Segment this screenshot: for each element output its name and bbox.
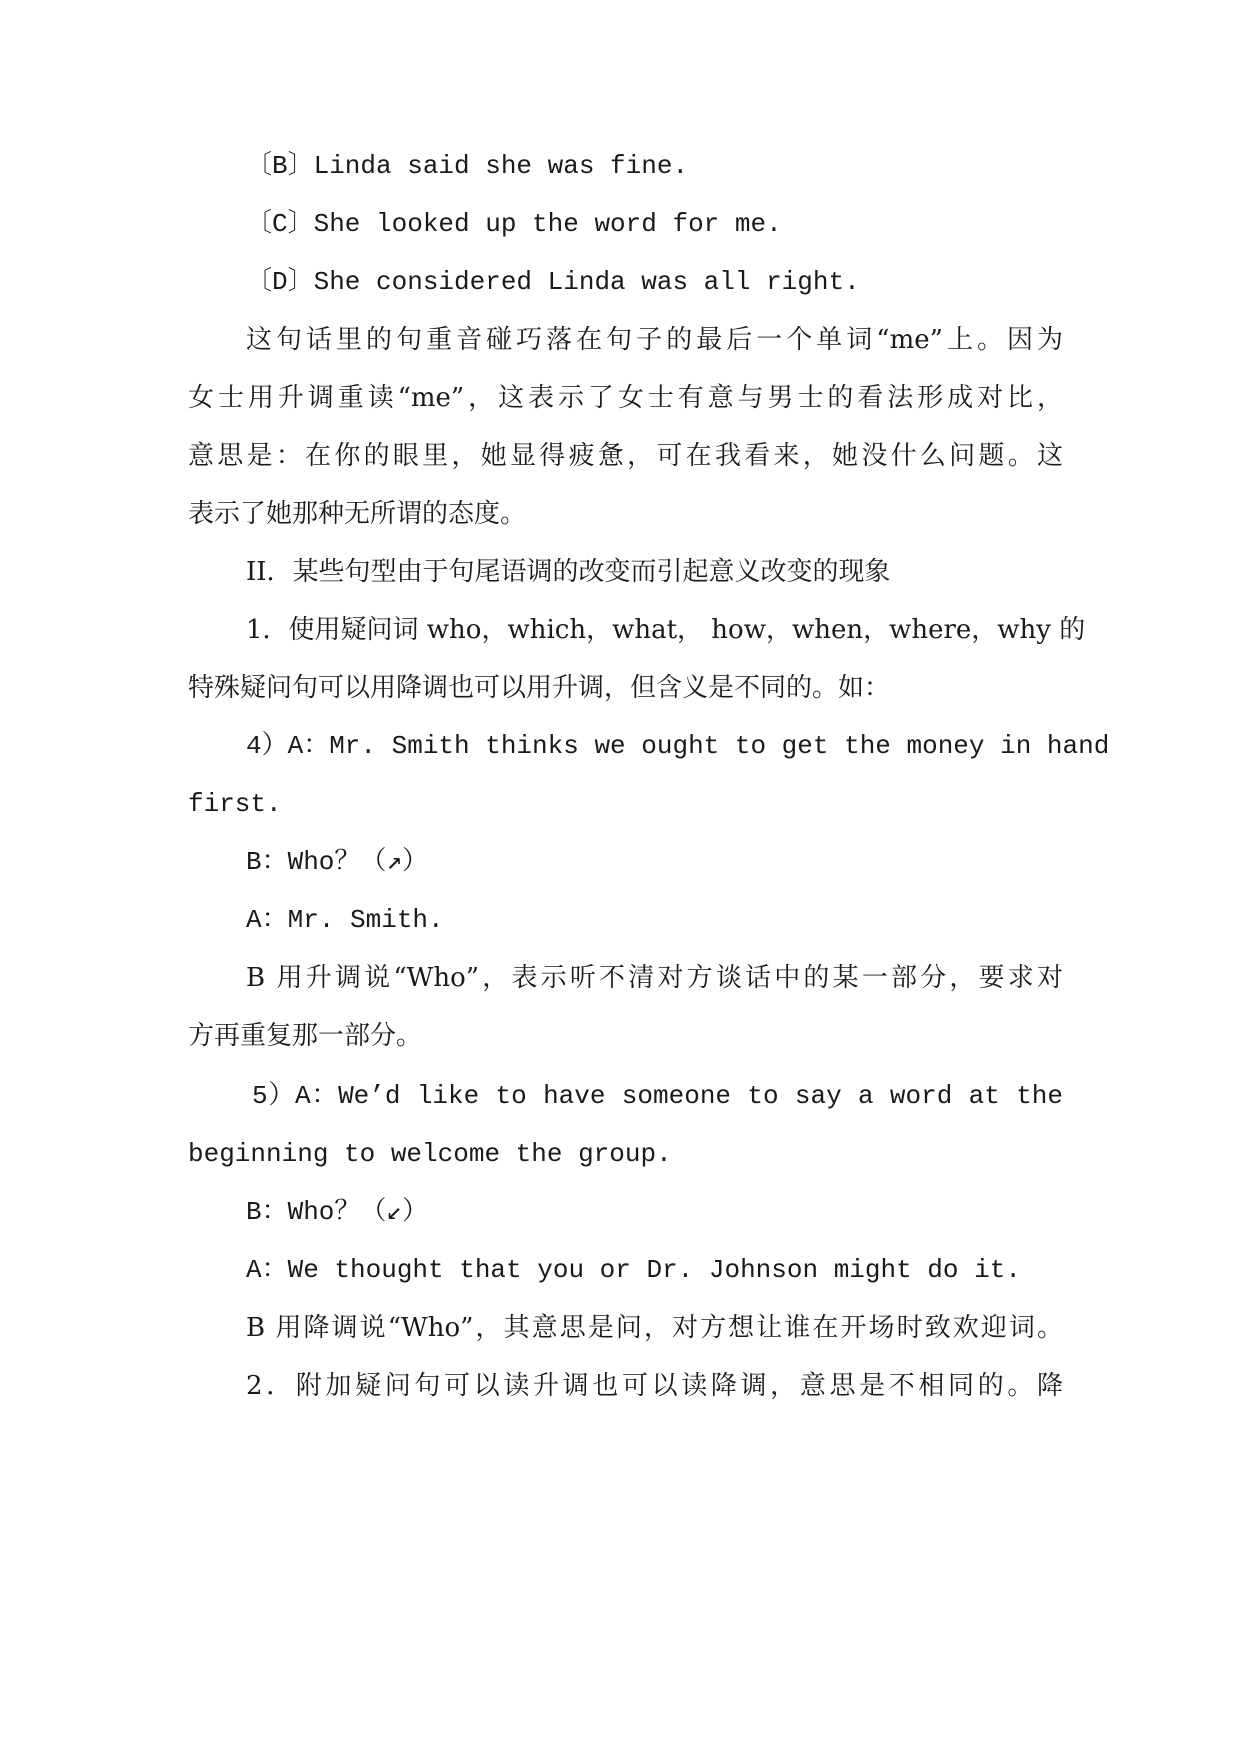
paragraph-line: 女士用升调重读“me”，这表示了女士有意与男士的看法形成对比， bbox=[188, 383, 1063, 413]
example-line: B：Who？（↗） bbox=[246, 847, 429, 877]
section-heading: II．某些句型由于句尾语调的改变而引起意义改变的现象 bbox=[246, 557, 891, 587]
example-line: beginning to welcome the group. bbox=[188, 1139, 672, 1169]
option-d: 〔D〕She considered Linda was all right. bbox=[246, 267, 860, 297]
paragraph-line: 2．附加疑问句可以读升调也可以读降调，意思是不相同的。降 bbox=[246, 1371, 1063, 1401]
option-c: 〔C〕She looked up the word for me. bbox=[246, 209, 782, 239]
example-line: first. bbox=[188, 789, 282, 819]
paragraph-line: B 用升调说“Who”，表示听不清对方谈话中的某一部分，要求对 bbox=[246, 963, 1063, 993]
example-line: A：Mr. Smith. bbox=[246, 905, 444, 935]
paragraph-line: 意思是：在你的眼里，她显得疲惫，可在我看来，她没什么问题。这 bbox=[188, 441, 1063, 471]
example-line: B：Who？（↙） bbox=[246, 1197, 429, 1227]
example-line: A：We thought that you or Dr. Johnson might do it. bbox=[246, 1255, 1021, 1285]
paragraph-line: 特殊疑问句可以用降调也可以用升调，但含义是不同的。如： bbox=[188, 673, 891, 703]
paragraph-line: B 用降调说“Who”，其意思是问，对方想让谁在开场时致欢迎词。 bbox=[246, 1313, 1063, 1343]
example-line: 4）A：Mr. Smith thinks we ought to get the money in hand bbox=[246, 731, 1110, 761]
paragraph-line: 表示了她那种无所谓的态度。 bbox=[188, 499, 527, 529]
paragraph-line: 方再重复那一部分。 bbox=[188, 1021, 423, 1051]
paragraph-line: 这句话里的句重音碰巧落在句子的最后一个单词“me”上。因为 bbox=[246, 325, 1063, 355]
example-line: 5）A：We’d like to have someone to say a word at the bbox=[252, 1081, 1064, 1111]
option-b: 〔B〕Linda said she was fine. bbox=[246, 151, 689, 181]
paragraph-line: 1．使用疑问词 who，which，what， how，when，where，why 的 bbox=[246, 615, 1086, 645]
